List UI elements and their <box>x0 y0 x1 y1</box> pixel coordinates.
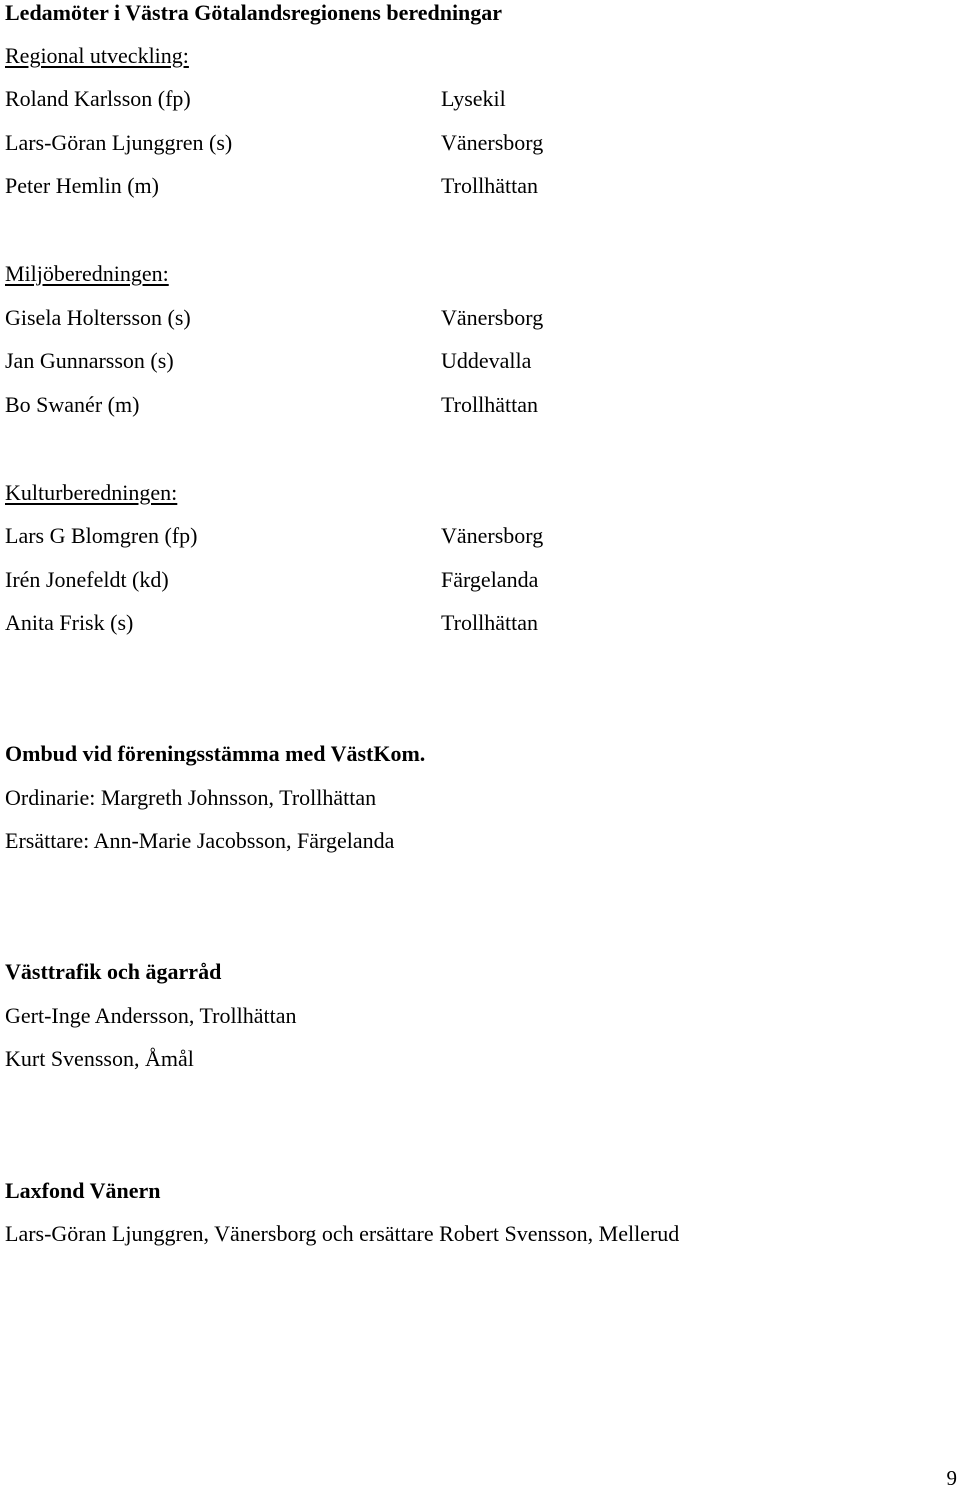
member-place: Vänersborg <box>441 523 544 548</box>
member-place: Färgelanda <box>441 567 539 592</box>
member-name: Peter Hemlin (m) <box>5 173 159 198</box>
member-place: Trollhättan <box>441 610 538 635</box>
member-name: Irén Jonefeldt (kd) <box>5 567 169 592</box>
section-heading-vastkom: Ombud vid föreningsstämma med VästKom. <box>5 741 426 766</box>
member-place: Uddevalla <box>441 348 532 373</box>
member-place: Vänersborg <box>441 305 544 330</box>
page-number: 9 <box>946 1466 957 1490</box>
member-place: Trollhättan <box>441 392 538 417</box>
member-name: Jan Gunnarsson (s) <box>5 348 174 373</box>
member-name: Roland Karlsson (fp) <box>5 86 191 111</box>
vastkom-line: Ersättare: Ann-Marie Jacobsson, Färgelanda <box>5 828 395 853</box>
member-name: Gisela Holtersson (s) <box>5 305 191 330</box>
member-name: Lars-Göran Ljunggren (s) <box>5 130 233 155</box>
vasttrafik-line: Kurt Svensson, Åmål <box>5 1046 194 1071</box>
section-heading-miljoberedningen: Miljöberedningen: <box>5 261 169 286</box>
member-place: Vänersborg <box>441 130 544 155</box>
section-heading-kulturberedningen: Kulturberedningen: <box>5 480 178 505</box>
laxfond-line: Lars-Göran Ljunggren, Vänersborg och ersättare Robert Svensson, Mellerud <box>5 1221 680 1246</box>
member-place: Trollhättan <box>441 173 538 198</box>
document-title: Ledamöter i Västra Götalandsregionens beredningar <box>5 0 503 25</box>
member-name: Lars G Blomgren (fp) <box>5 523 198 548</box>
section-heading-vasttrafik: Västtrafik och ägarråd <box>5 959 222 984</box>
section-heading-laxfond: Laxfond Vänern <box>5 1178 161 1203</box>
member-name: Anita Frisk (s) <box>5 610 134 635</box>
member-name: Bo Swanér (m) <box>5 392 140 417</box>
vastkom-line: Ordinarie: Margreth Johnsson, Trollhättan <box>5 785 377 810</box>
section-heading-regional-utveckling: Regional utveckling: <box>5 43 189 68</box>
vasttrafik-line: Gert-Inge Andersson, Trollhättan <box>5 1003 297 1028</box>
member-place: Lysekil <box>441 86 506 111</box>
